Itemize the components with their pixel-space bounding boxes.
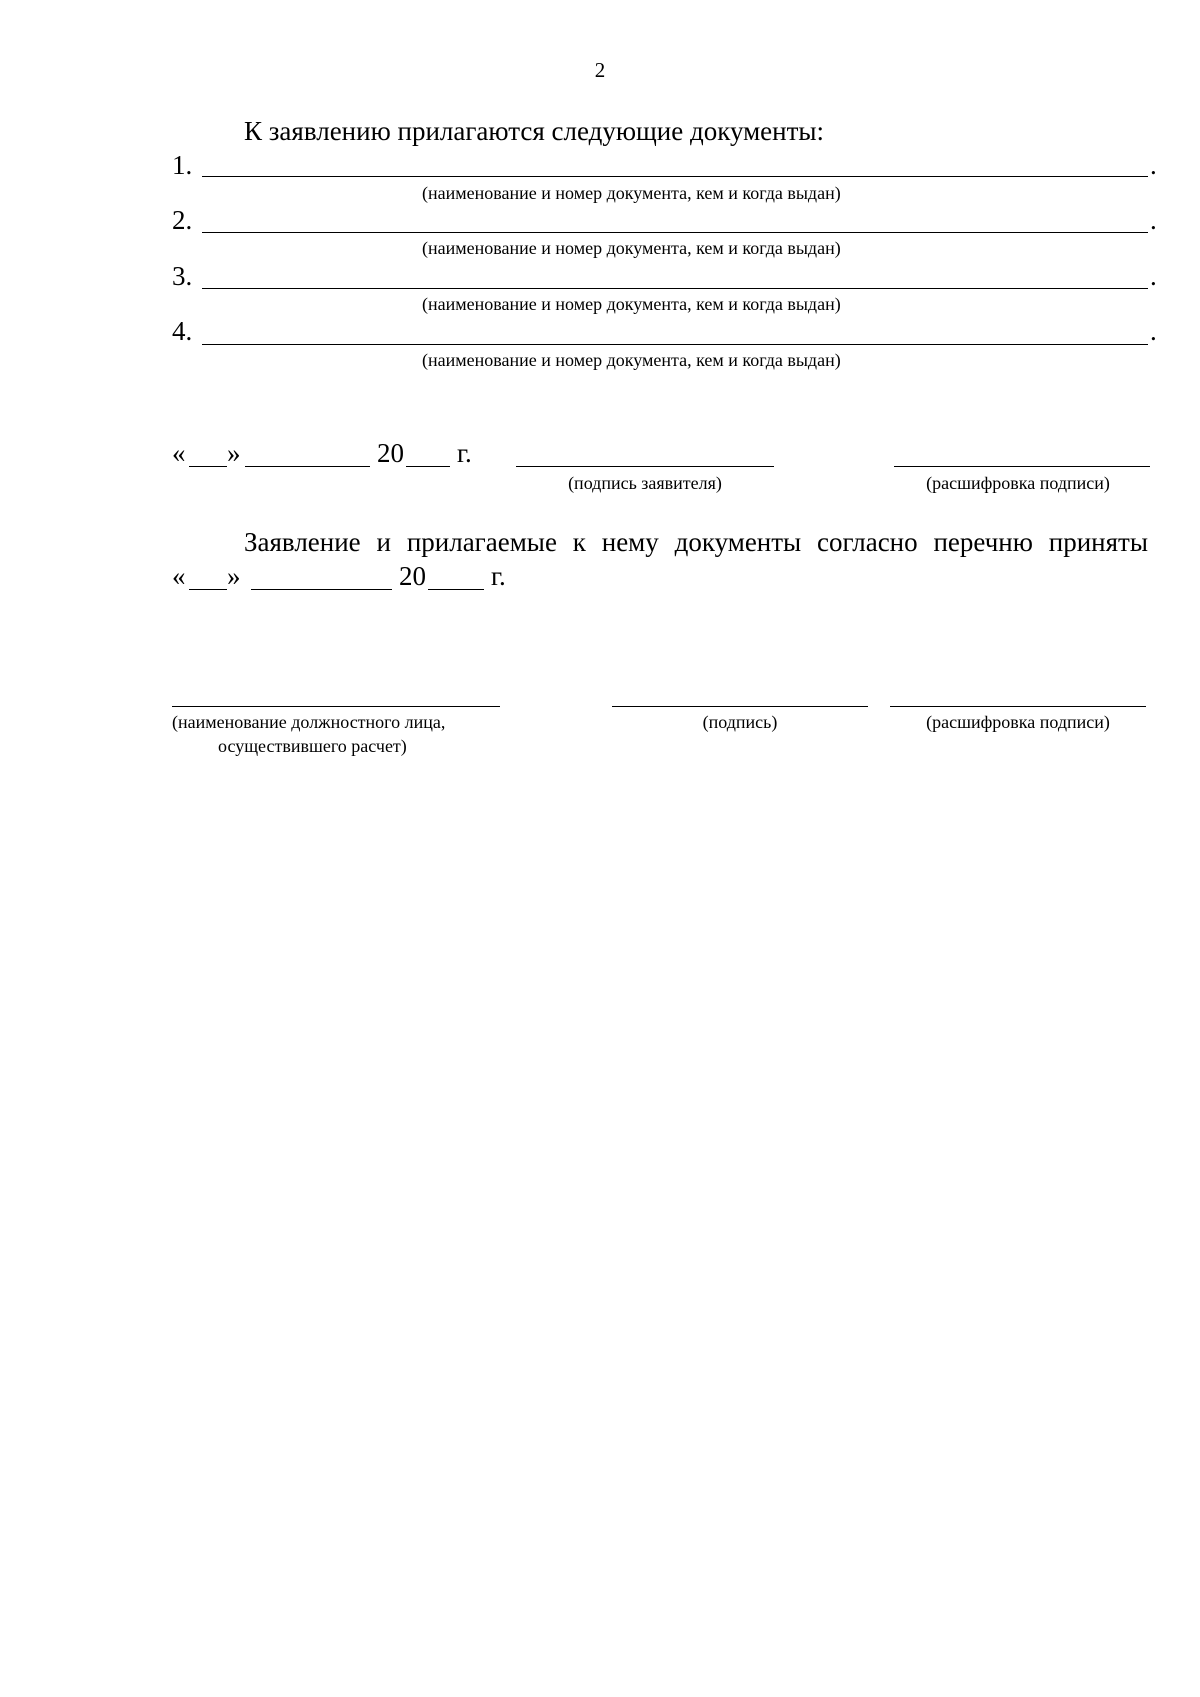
month-field[interactable]: [245, 466, 370, 467]
official-position-field[interactable]: [172, 706, 500, 707]
item-end-period: .: [1150, 205, 1157, 235]
page-number: 2: [594, 58, 606, 82]
item-number: 2.: [172, 205, 193, 235]
item-number: 4.: [172, 316, 193, 346]
year-prefix: 20: [399, 561, 426, 591]
official-signature-caption: (подпись): [702, 712, 778, 732]
document-entry-line[interactable]: [202, 344, 1148, 345]
applicant-decoding-field[interactable]: [894, 466, 1150, 467]
official-decoding-field[interactable]: [890, 706, 1146, 707]
document-entry-line[interactable]: [202, 176, 1148, 177]
date-open-quote: «: [172, 561, 186, 591]
date-close-quote: »: [227, 561, 241, 591]
year-suffix: г.: [457, 438, 472, 468]
month-field[interactable]: [251, 589, 392, 590]
official-signature-field[interactable]: [612, 706, 868, 707]
item-end-period: .: [1150, 261, 1157, 291]
item-caption: (наименование и номер документа, кем и когда выдан): [422, 238, 841, 258]
day-field[interactable]: [189, 466, 227, 467]
attachments-heading: К заявлению прилагаются следующие документы:: [244, 116, 825, 146]
item-number: 1.: [172, 150, 193, 180]
acceptance-text: Заявление и прилагаемые к нему документы согласно перечню приняты: [244, 527, 1148, 557]
date-close-quote: »: [227, 438, 241, 468]
year-suffix: г.: [491, 561, 506, 591]
item-caption: (наименование и номер документа, кем и когда выдан): [422, 183, 841, 203]
official-position-caption-line2: осуществившего расчет): [218, 736, 407, 756]
item-caption: (наименование и номер документа, кем и когда выдан): [422, 350, 841, 370]
applicant-signature-caption: (подпись заявителя): [568, 473, 722, 493]
official-decoding-caption: (расшифровка подписи): [926, 712, 1110, 732]
item-number: 3.: [172, 261, 193, 291]
year-field[interactable]: [406, 466, 450, 467]
document-entry-line[interactable]: [202, 288, 1148, 289]
applicant-signature-field[interactable]: [516, 466, 774, 467]
official-position-caption-line1: (наименование должностного лица,: [172, 712, 446, 732]
year-prefix: 20: [377, 438, 404, 468]
day-field[interactable]: [189, 589, 227, 590]
year-field[interactable]: [428, 589, 484, 590]
item-end-period: .: [1150, 316, 1157, 346]
item-end-period: .: [1150, 150, 1157, 180]
applicant-decoding-caption: (расшифровка подписи): [926, 473, 1110, 493]
item-caption: (наименование и номер документа, кем и когда выдан): [422, 294, 841, 314]
document-entry-line[interactable]: [202, 232, 1148, 233]
date-open-quote: «: [172, 438, 186, 468]
